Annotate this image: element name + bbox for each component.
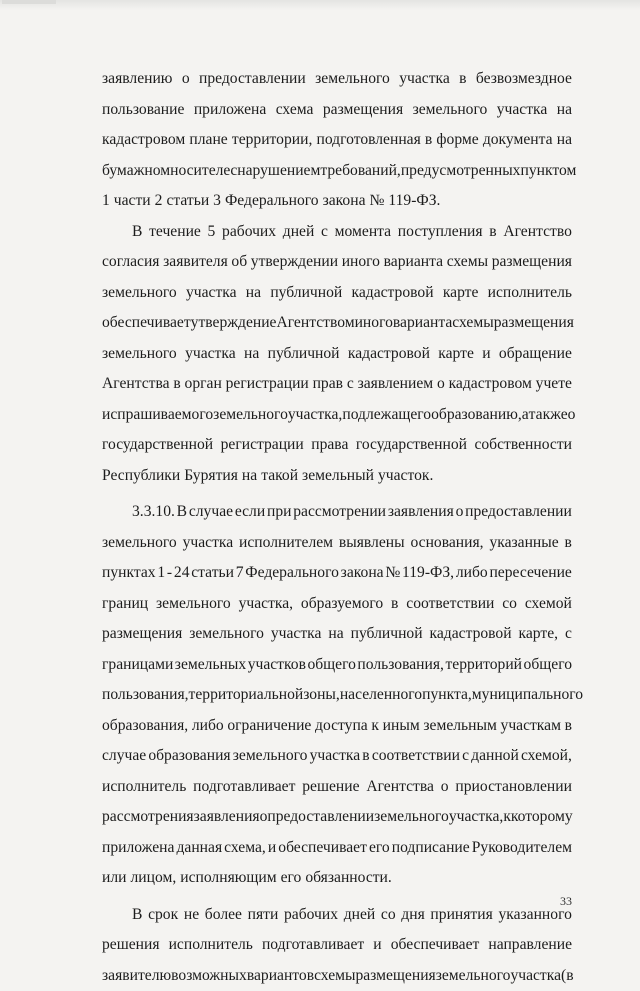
text-line: обеспечивает утверждение Агентством иного варианта схемы размещения [102, 308, 572, 339]
text-line: заявителю возможных вариантов схемы размещения земельного участка (в [102, 961, 572, 991]
scan-edge [0, 0, 640, 10]
text-line: случае образования земельного участка в соответствии с данной схемой, [102, 741, 572, 772]
text-line: согласия заявителя об утверждении иного варианта схемы размещения [102, 247, 572, 278]
text-line: кадастровом плане территории, подготовленная в форме документа на [102, 125, 572, 156]
text-line: образования, либо ограничение доступа к иным земельным участкам в [102, 711, 572, 742]
text-line: или лицом, исполняющим его обязанности. [102, 863, 572, 894]
text-line: Агентства в орган регистрации прав с заявлением о кадастровом учете [102, 369, 572, 400]
text-line: земельного участка исполнителем выявлены основания, указанные в [102, 528, 572, 559]
text-line: размещения земельного участка на публичной кадастровой карте, с [102, 619, 572, 650]
paragraph [102, 497, 572, 894]
text-line: В течение 5 рабочих дней с момента поступления в Агентство [102, 217, 572, 248]
text-line: бумажном носителе с нарушением требований, предусмотренных пунктом [102, 156, 572, 187]
text-line: границ земельного участка, образуемого в соответствии со схемой [102, 589, 572, 620]
text-line: земельного участка на публичной кадастровой карте и обращение [102, 339, 572, 370]
text-line: рассмотрения заявления о предоставлении земельного участка, к которому [102, 802, 572, 833]
scan-mark [2, 0, 56, 4]
text-line: решения исполнитель подготавливает и обеспечивает направление [102, 930, 572, 961]
text-line: заявлению о предоставлении земельного участка в безвозмездное [102, 64, 572, 95]
text-line: пунктах 1 - 24 статьи 7 Федерального закона № 119-ФЗ, либо пересечение [102, 558, 572, 589]
text-line: земельного участка на публичной кадастровой карте исполнитель [102, 278, 572, 309]
text-line: государственной регистрации права государственной собственности [102, 430, 572, 461]
text-line: 1 части 2 статьи 3 Федерального закона № 119-ФЗ. [102, 186, 572, 217]
text-line: пользования, территориальной зоны, населенного пункта, муниципального [102, 680, 572, 711]
text-line: границами земельных участков общего пользования, территорий общего [102, 650, 572, 681]
document-body [102, 64, 572, 991]
paragraph [102, 217, 572, 492]
paragraph [102, 900, 572, 991]
text-line: приложена данная схема, и обеспечивает его подписание Руководителем [102, 833, 572, 864]
text-line: пользование приложена схема размещения земельного участка на [102, 95, 572, 126]
paragraph [102, 64, 572, 217]
text-line: 3.3.10. В случае если при рассмотрении заявления о предоставлении [102, 497, 572, 528]
text-line: Республики Бурятия на такой земельный участок. [102, 461, 572, 492]
text-line: испрашиваемого земельного участка, подлежащего образованию, а также о [102, 400, 572, 431]
text-line: исполнитель подготавливает решение Агентства о приостановлении [102, 772, 572, 803]
text-line: В срок не более пяти рабочих дней со дня принятия указанного [102, 900, 572, 931]
page-number: 33 [560, 894, 572, 909]
